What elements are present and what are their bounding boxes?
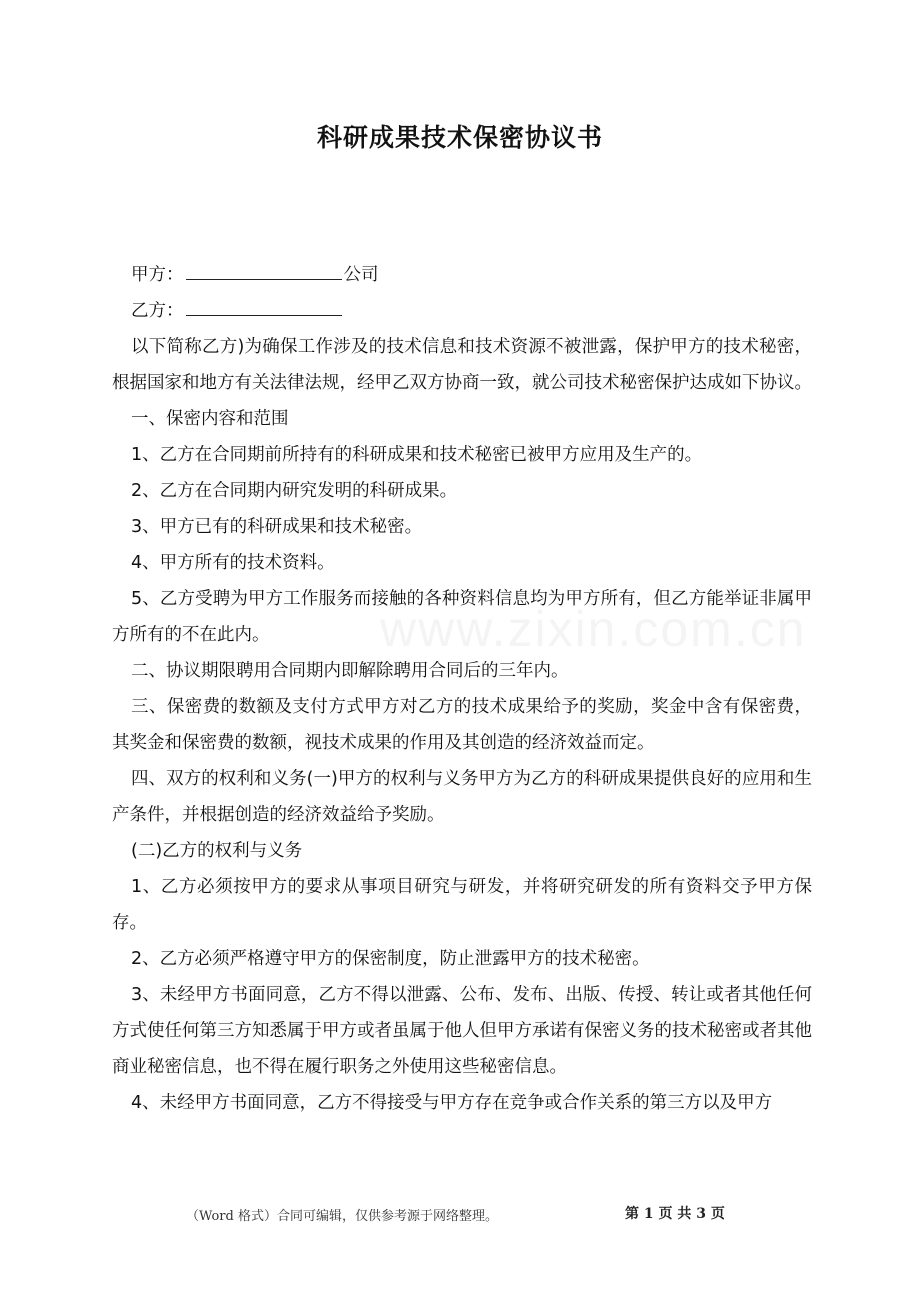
footer-note: （Word 格式）合同可编辑，仅供参考源于网络整理。 — [186, 1209, 498, 1224]
party-a-suffix: 公司 — [343, 265, 379, 285]
section-heading-scope: 一、保密内容和范围 — [131, 409, 289, 429]
party-a-label: 甲方： — [131, 265, 184, 285]
clause-scope-2: 2、乙方在合同期内研究发明的科研成果。 — [131, 481, 458, 501]
section-rights: 四、双方的权利和义务(一)甲方的权利与义务甲方为乙方的科研成果提供良好的应用和生产条件，并根据创造的经济效益给予奖励。 — [112, 769, 812, 825]
document-title: 科研成果技术保密协议书 — [316, 123, 603, 152]
party-a-blank — [186, 257, 342, 280]
party-b-label: 乙方： — [131, 301, 184, 321]
section-term: 二、协议期限聘用合同期内即解除聘用合同后的三年内。 — [131, 661, 569, 681]
clause-scope-3: 3、甲方已有的科研成果和技术秘密。 — [131, 517, 423, 537]
subsection-party-b-rights: (二)乙方的权利与义务 — [131, 841, 303, 861]
clause-duty-4: 4、未经甲方书面同意，乙方不得接受与甲方存在竞争或合作关系的第三方以及甲方 — [131, 1093, 773, 1113]
section-fee: 三、保密费的数额及支付方式甲方对乙方的技术成果给予的奖励，奖金中含有保密费，其奖金和保密费的数额，视技术成果的作用及其创造的经济效益而定。 — [112, 697, 812, 753]
party-b-blank — [186, 293, 342, 316]
page-number: 第 1 页 共 3 页 — [625, 1206, 725, 1222]
clause-scope-4: 4、甲方所有的技术资料。 — [131, 553, 335, 573]
clause-scope-1: 1、乙方在合同期前所持有的科研成果和技术秘密已被甲方应用及生产的。 — [131, 445, 703, 465]
paragraph-intro: 以下简称乙方)为确保工作涉及的技术信息和技术资源不被泄露，保护甲方的技术秘密，根据国家和地方有关法律法规，经甲乙双方协商一致，就公司技术秘密保护达成如下协议。 — [112, 337, 812, 393]
document-body — [112, 257, 812, 1121]
clause-duty-1: 1、乙方必须按甲方的要求从事项目研究与研发，并将研究研发的所有资料交予甲方保存。 — [112, 877, 812, 933]
watermark: www.zixin.com.cn — [380, 601, 807, 657]
party-b-line — [112, 293, 812, 329]
clause-scope-5: 5、乙方受聘为甲方工作服务而接触的各种资料信息均为甲方所有，但乙方能举证非属甲方所有的不在此内。 — [112, 589, 812, 645]
clause-duty-3: 3、未经甲方书面同意，乙方不得以泄露、公布、发布、出版、传授、转让或者其他任何方式使任何第三方知悉属于甲方或者虽属于他人但甲方承诺有保密义务的技术秘密或者其他商业秘密信息，也不得在履行职务之外使用这些秘密信息。 — [112, 985, 812, 1077]
clause-duty-2: 2、乙方必须严格遵守甲方的保密制度，防止泄露甲方的技术秘密。 — [131, 949, 650, 969]
party-a-line — [112, 257, 812, 293]
